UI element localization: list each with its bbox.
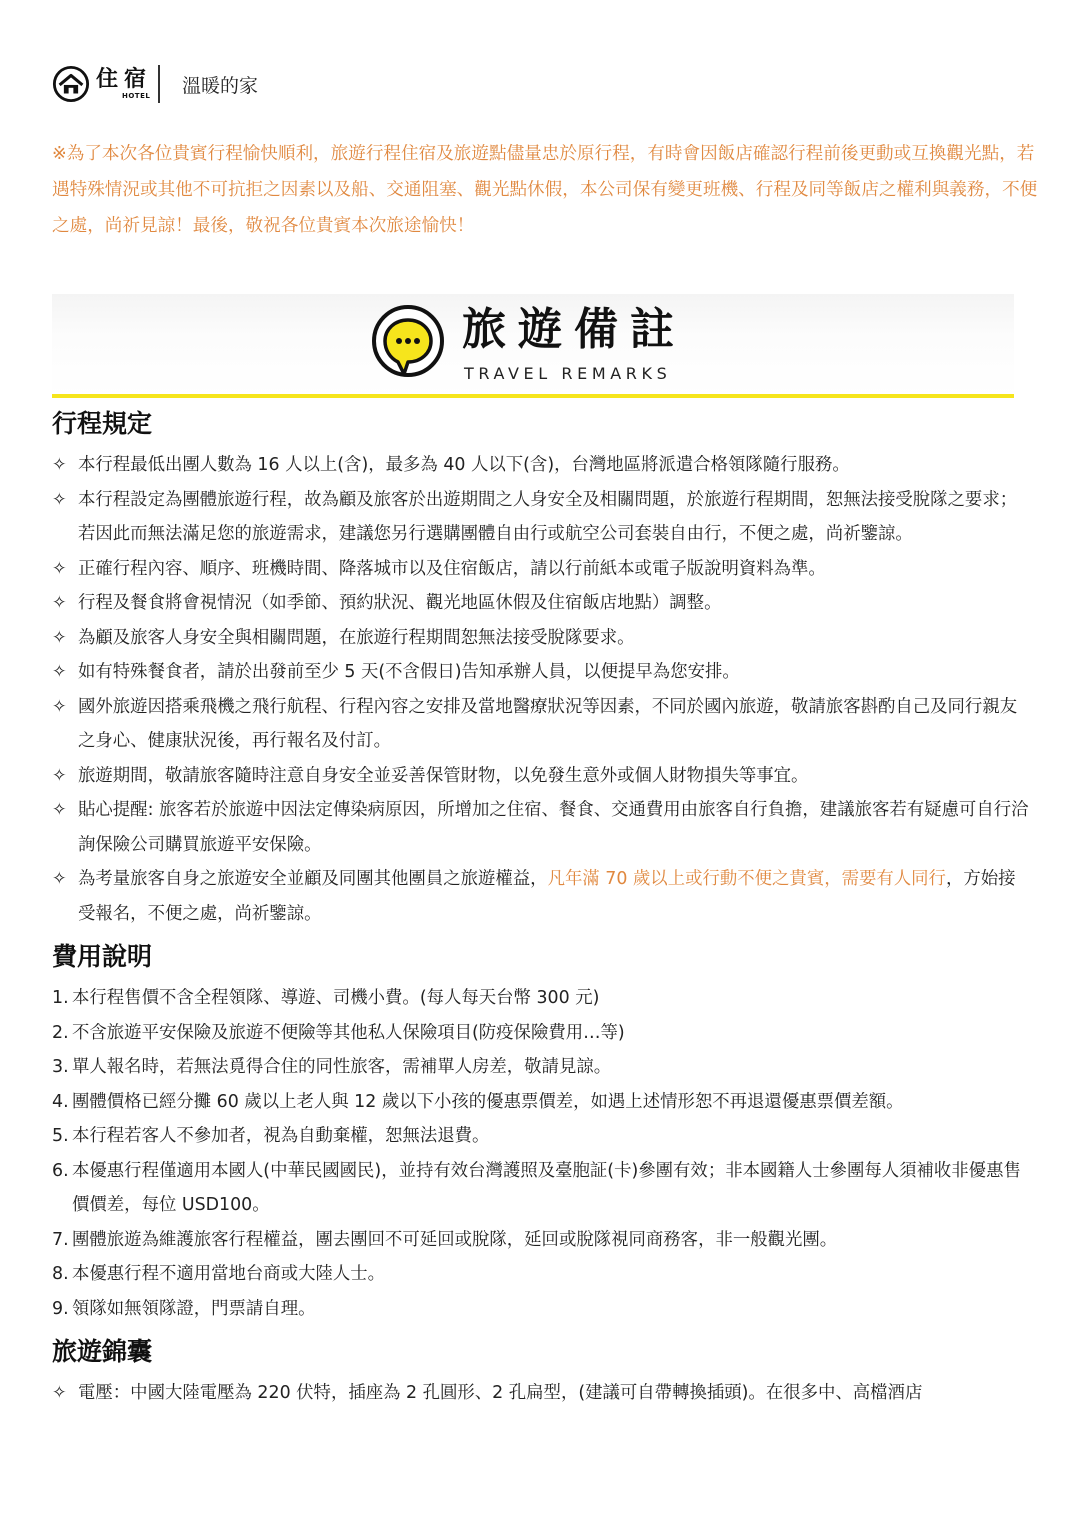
- item-text: 本行程最低出團人數為 16 人以上(含)，最多為 40 人以下(含)，台灣地區將派遣合格領隊隨行服務。: [78, 455, 850, 475]
- item-number: 3.: [52, 1057, 69, 1077]
- item-text: 旅遊期間，敬請旅客隨時注意自身安全並妥善保管財物，以免發生意外或個人財物損失等事宜。: [78, 765, 809, 786]
- bullet-icon: ✧: [52, 558, 67, 579]
- item-number: 9.: [52, 1298, 69, 1319]
- bullet-icon: ✧: [52, 489, 67, 510]
- bullet-icon: ✧: [52, 455, 67, 475]
- list-item: [52, 1257, 1032, 1292]
- banner-subtitle: TRAVEL REMARKS: [464, 364, 672, 383]
- item-text: 正確行程內容、順序、班機時間、降落城市以及住宿飯店，請以行前紙本或電子版說明資料為準。: [78, 558, 826, 579]
- item-text: 電壓：中國大陸電壓為 220 伏特，插座為 2 孔圓形、2 孔扁型，(建議可自帶轉換插頭)。在很多中、高檔酒店: [78, 1383, 923, 1403]
- list-item: [52, 586, 1032, 621]
- item-text: 貼心提醒: 旅客若於旅遊中因法定傳染病原因，所增加之住宿、餐食、交通費用由旅客自行負擔，建議旅客若有疑慮可自行洽詢保險公司購買旅遊平安保險。: [78, 800, 1029, 855]
- list-item: [52, 448, 1032, 483]
- list-item: [52, 1119, 1032, 1154]
- list-item: [52, 793, 1032, 862]
- logo-text: [96, 68, 152, 101]
- header: [52, 62, 258, 106]
- list-item: [52, 690, 1032, 759]
- item-number: 4.: [52, 1091, 69, 1112]
- list-item: [52, 1223, 1032, 1258]
- list-item: [52, 981, 1032, 1016]
- banner-title: 旅遊備註: [462, 304, 686, 355]
- item-number: 6.: [52, 1160, 69, 1181]
- item-number: 1.: [52, 988, 69, 1008]
- tagline: 溫暖的家: [182, 74, 259, 97]
- item-number: 8.: [52, 1264, 69, 1284]
- item-text: 團體價格已經分攤 60 歲以上老人與 12 歲以下小孩的優惠票價差，如遇上述情形恕不再退還優惠票價差額。: [72, 1091, 904, 1112]
- travel-tips-list: [52, 1376, 1032, 1411]
- list-item: [52, 1154, 1032, 1223]
- bullet-icon: ✧: [52, 627, 67, 648]
- list-item: [52, 759, 1032, 794]
- item-text: 團體旅遊為維護旅客行程權益，團去團回不可延回或脫隊，延回或脫隊視同商務客，非一般觀光團。: [72, 1229, 838, 1250]
- logo-divider: [158, 65, 160, 103]
- item-text: 不含旅遊平安保險及旅遊不便險等其他私人保險項目(防疫保險費用…等): [72, 1022, 625, 1043]
- list-item: [52, 483, 1032, 552]
- notice-paragraph: ※為了本次各位貴賓行程愉快順利，旅遊行程住宿及旅遊點儘量忠於原行程，有時會因飯店確認行程前後更動或互換觀光點，若遇特殊情況或其他不可抗拒之因素以及船、交通阻塞、觀光點休假，本公司保有變更班機、行程及同等飯店之權利與義務，不便之處，尚祈見諒！最後，敬祝各位貴賓本次旅途愉快！: [52, 144, 1038, 236]
- item-text-highlight: 凡年滿 70 歲以上或行動不便之貴賓，需要有人同行: [547, 869, 946, 889]
- list-item: [52, 1292, 1032, 1327]
- item-text: 單人報名時，若無法覓得合住的同性旅客，需補單人房差，敬請見諒。: [72, 1057, 612, 1077]
- speech-bubble-icon: [370, 304, 446, 386]
- item-number: 7.: [52, 1229, 69, 1250]
- item-text: 領隊如無領隊證，門票請自理。: [72, 1298, 316, 1319]
- section-title-fees: 費用說明: [52, 942, 153, 971]
- item-text: 行程及餐食將會視情況（如季節、預約狀況、觀光地區休假及住宿飯店地點）調整。: [78, 593, 722, 613]
- item-text: 如有特殊餐食者，請於出發前至少 5 天(不含假日)告知承辦人員，以便提早為您安排。: [78, 662, 740, 682]
- item-text-before: 為考量旅客自身之旅遊安全並顧及同團其他團員之旅遊權益，: [78, 869, 548, 889]
- banner-underline: [52, 394, 1014, 398]
- item-text: 本優惠行程僅適用本國人(中華民國國民)，並持有效台灣護照及臺胞証(卡)參團有效；非本國籍人士參團每人須補收非優惠售價價差，每位 USD100。: [72, 1160, 1021, 1215]
- list-item: [52, 1085, 1032, 1120]
- bullet-icon: ✧: [52, 1383, 67, 1403]
- bullet-icon: ✧: [52, 869, 67, 889]
- fees-list: [52, 981, 1032, 1326]
- section-title-travel-tips: 旅遊錦囊: [52, 1337, 153, 1366]
- list-item: [52, 862, 1032, 931]
- itinerary-rules-list: [52, 448, 1032, 931]
- logo-name: 住宿: [96, 66, 153, 92]
- bullet-icon: ✧: [52, 593, 67, 613]
- content: [52, 404, 1032, 1417]
- item-number: 2.: [52, 1022, 69, 1043]
- bullet-icon: ✧: [52, 800, 67, 820]
- item-text: 為顧及旅客人身安全與相關問題，在旅遊行程期間恕無法接受脫隊要求。: [78, 627, 635, 648]
- item-number: 5.: [52, 1126, 69, 1146]
- house-logo-icon: [52, 65, 90, 103]
- item-text: 本優惠行程不適用當地台商或大陸人士。: [72, 1264, 386, 1284]
- bullet-icon: ✧: [52, 662, 67, 682]
- item-text: 國外旅遊因搭乘飛機之飛行航程、行程內容之安排及當地醫療狀況等因素，不同於國內旅遊，敬請旅客斟酌自己及同行親友之身心、健康狀況後，再行報名及付訂。: [78, 696, 1018, 751]
- logo-subtitle: HOTEL: [122, 91, 151, 100]
- section-title-itinerary-rules: 行程規定: [52, 409, 153, 438]
- item-text: 本行程若客人不參加者，視為自動棄權，恕無法退費。: [72, 1126, 490, 1146]
- bullet-icon: ✧: [52, 765, 67, 786]
- item-text-after: ，方始接受報名，不便之處，尚祈鑒諒。: [78, 869, 1016, 924]
- list-item: [52, 552, 1032, 587]
- item-text: 本行程售價不含全程領隊、導遊、司機小費。(每人每天台幣 300 元): [72, 988, 600, 1008]
- list-item: [52, 621, 1032, 656]
- bullet-icon: ✧: [52, 696, 67, 717]
- item-text: 本行程設定為團體旅遊行程，故為顧及旅客於出遊期間之人身安全及相關問題，於旅遊行程期間，恕無法接受脫隊之要求；若因此而無法滿足您的旅遊需求，建議您另行選購團體自由行或航空公司套裝自由行，不便之處，尚祈鑒諒。: [78, 489, 1018, 544]
- list-item: [52, 1050, 1032, 1085]
- list-item: [52, 1376, 1032, 1411]
- travel-remarks-banner: [52, 294, 1014, 398]
- list-item: [52, 1016, 1032, 1051]
- list-item: [52, 655, 1032, 690]
